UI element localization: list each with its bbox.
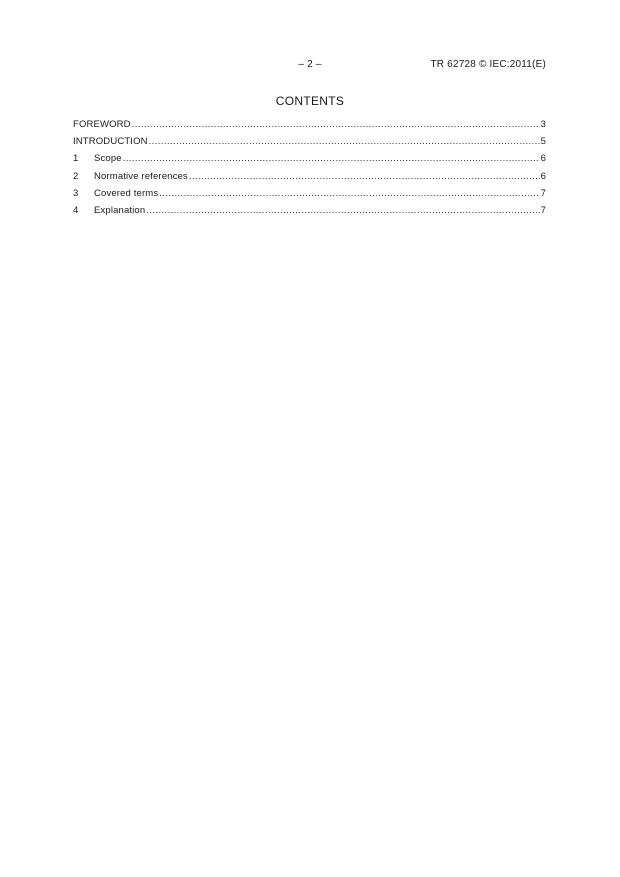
toc-dot-leader [123,152,540,165]
toc-entry-number: 4 [73,204,79,216]
toc-entry-label: Normative references [94,170,188,182]
toc-entry-label: INTRODUCTION [73,136,148,148]
page-number: – 2 – [298,59,322,70]
toc-entry-label: Scope [94,153,122,165]
contents-heading: CONTENTS [275,94,345,108]
toc-entry-introduction[interactable] [73,135,546,152]
toc-entry-scope[interactable] [73,152,546,169]
toc-entry-page: 7 [540,187,546,199]
toc-entry-page: 6 [540,170,546,182]
toc-entry-label: Explanation [94,204,146,216]
toc-entry-number: 1 [73,153,79,165]
toc-dot-leader [159,187,539,200]
document-reference: TR 62728 © IEC:2011(E) [430,59,546,70]
toc-entry-page: 7 [540,204,546,216]
toc-dot-leader [132,118,540,131]
toc-entry-label: Covered terms [94,187,159,199]
toc-entry-page: 5 [540,136,546,148]
toc-entry-number: 2 [73,170,79,182]
toc-entry-page: 6 [540,153,546,165]
toc-entry-explanation[interactable] [73,204,546,221]
toc-entry-normative-references[interactable] [73,170,546,187]
table-of-contents [73,118,546,221]
toc-dot-leader [146,204,539,217]
toc-entry-number: 3 [73,187,79,199]
toc-entry-covered-terms[interactable] [73,187,546,204]
toc-entry-label: FOREWORD [73,119,131,130]
toc-entry-foreword[interactable] [73,118,546,135]
toc-dot-leader [149,135,540,148]
toc-dot-leader [189,170,540,183]
toc-entry-page: 3 [540,119,546,130]
